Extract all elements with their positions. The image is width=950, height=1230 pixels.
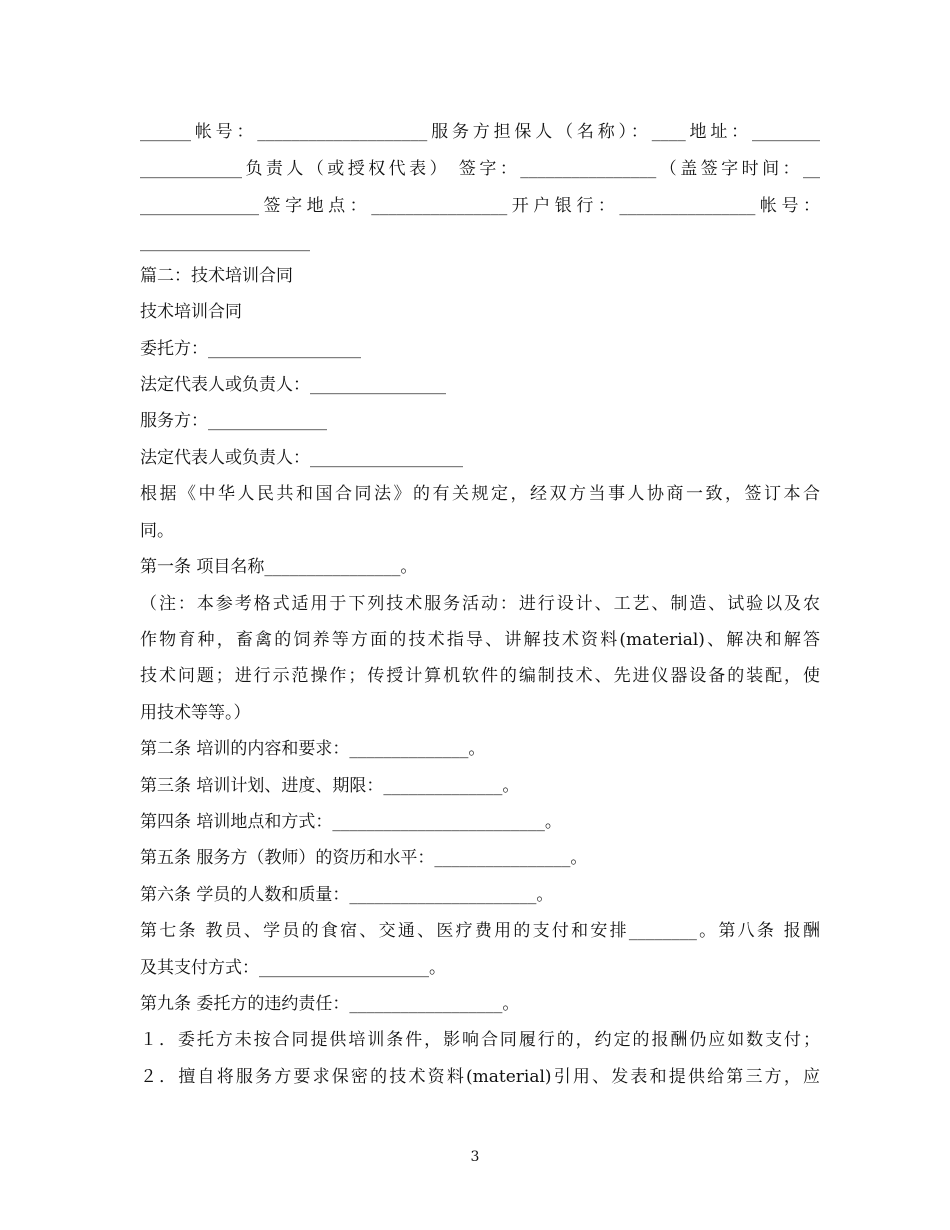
client-field: 委托方：__________________ [140, 339, 361, 359]
article-7-line-1: 第七条 教员、学员的食宿、交通、医疗费用的支付和安排________。第八条 报酬 [140, 921, 820, 941]
article-9-item-1: １．委托方未按合同提供培训条件，影响合同履行的，约定的报酬仍应如数支付； [140, 1030, 820, 1050]
note-line-1: （注：本参考格式适用于下列技术服务活动：进行设计、工艺、制造、试验以及农 [140, 594, 820, 614]
provider-representative-field: 法定代表人或负责人：__________________ [140, 448, 463, 468]
article-2: 第二条 培训的内容和要求：______________。 [140, 739, 486, 759]
article-3: 第三条 培训计划、进度、期限：______________。 [140, 776, 520, 796]
text-line-3: ______________签字地点：________________开户银行：________________帐号： [140, 196, 820, 216]
note-line-2: 作物育种，畜禽的饲养等方面的技术指导、讲解技术资料(material)、解决和解答 [140, 630, 820, 650]
text-line-2: ____________负责人（或授权代表） 签字：________________（盖签字时间：__ [140, 159, 820, 179]
note-line-3: 技术问题；进行示范操作；传授计算机软件的编制技术、先进仪器设备的装配，使 [140, 666, 820, 686]
article-4: 第四条 培训地点和方式：_________________________。 [140, 812, 562, 832]
service-provider-field: 服务方：______________ [140, 411, 327, 431]
text-line-4: ____________________ [140, 232, 310, 252]
note-line-4: 用技术等等。） [140, 703, 251, 723]
document-title: 技术培训合同 [140, 302, 242, 322]
article-9-item-2: ２．擅自将服务方要求保密的技术资料(material)引用、发表和提供给第三方，应 [140, 1067, 820, 1087]
intro-paragraph-line-1: 根据《中华人民共和国合同法》的有关规定，经双方当事人协商一致，签订本合 [140, 484, 820, 504]
article-7-line-2: 及其支付方式：____________________。 [140, 958, 446, 978]
intro-paragraph-line-2: 同。 [140, 521, 174, 541]
article-5: 第五条 服务方（教师）的资历和水平：________________。 [140, 848, 588, 868]
article-1: 第一条 项目名称________________。 [140, 557, 418, 577]
article-9: 第九条 委托方的违约责任：__________________。 [140, 994, 520, 1014]
section-heading: 篇二：技术培训合同 [140, 266, 293, 286]
text-line-1: ______帐号：____________________服务方担保人（名称）：____地址：________ [140, 122, 820, 142]
article-6: 第六条 学员的人数和质量：______________________。 [140, 885, 554, 905]
client-representative-field: 法定代表人或负责人：________________ [140, 375, 446, 395]
page-number: 3 [470, 1149, 480, 1165]
